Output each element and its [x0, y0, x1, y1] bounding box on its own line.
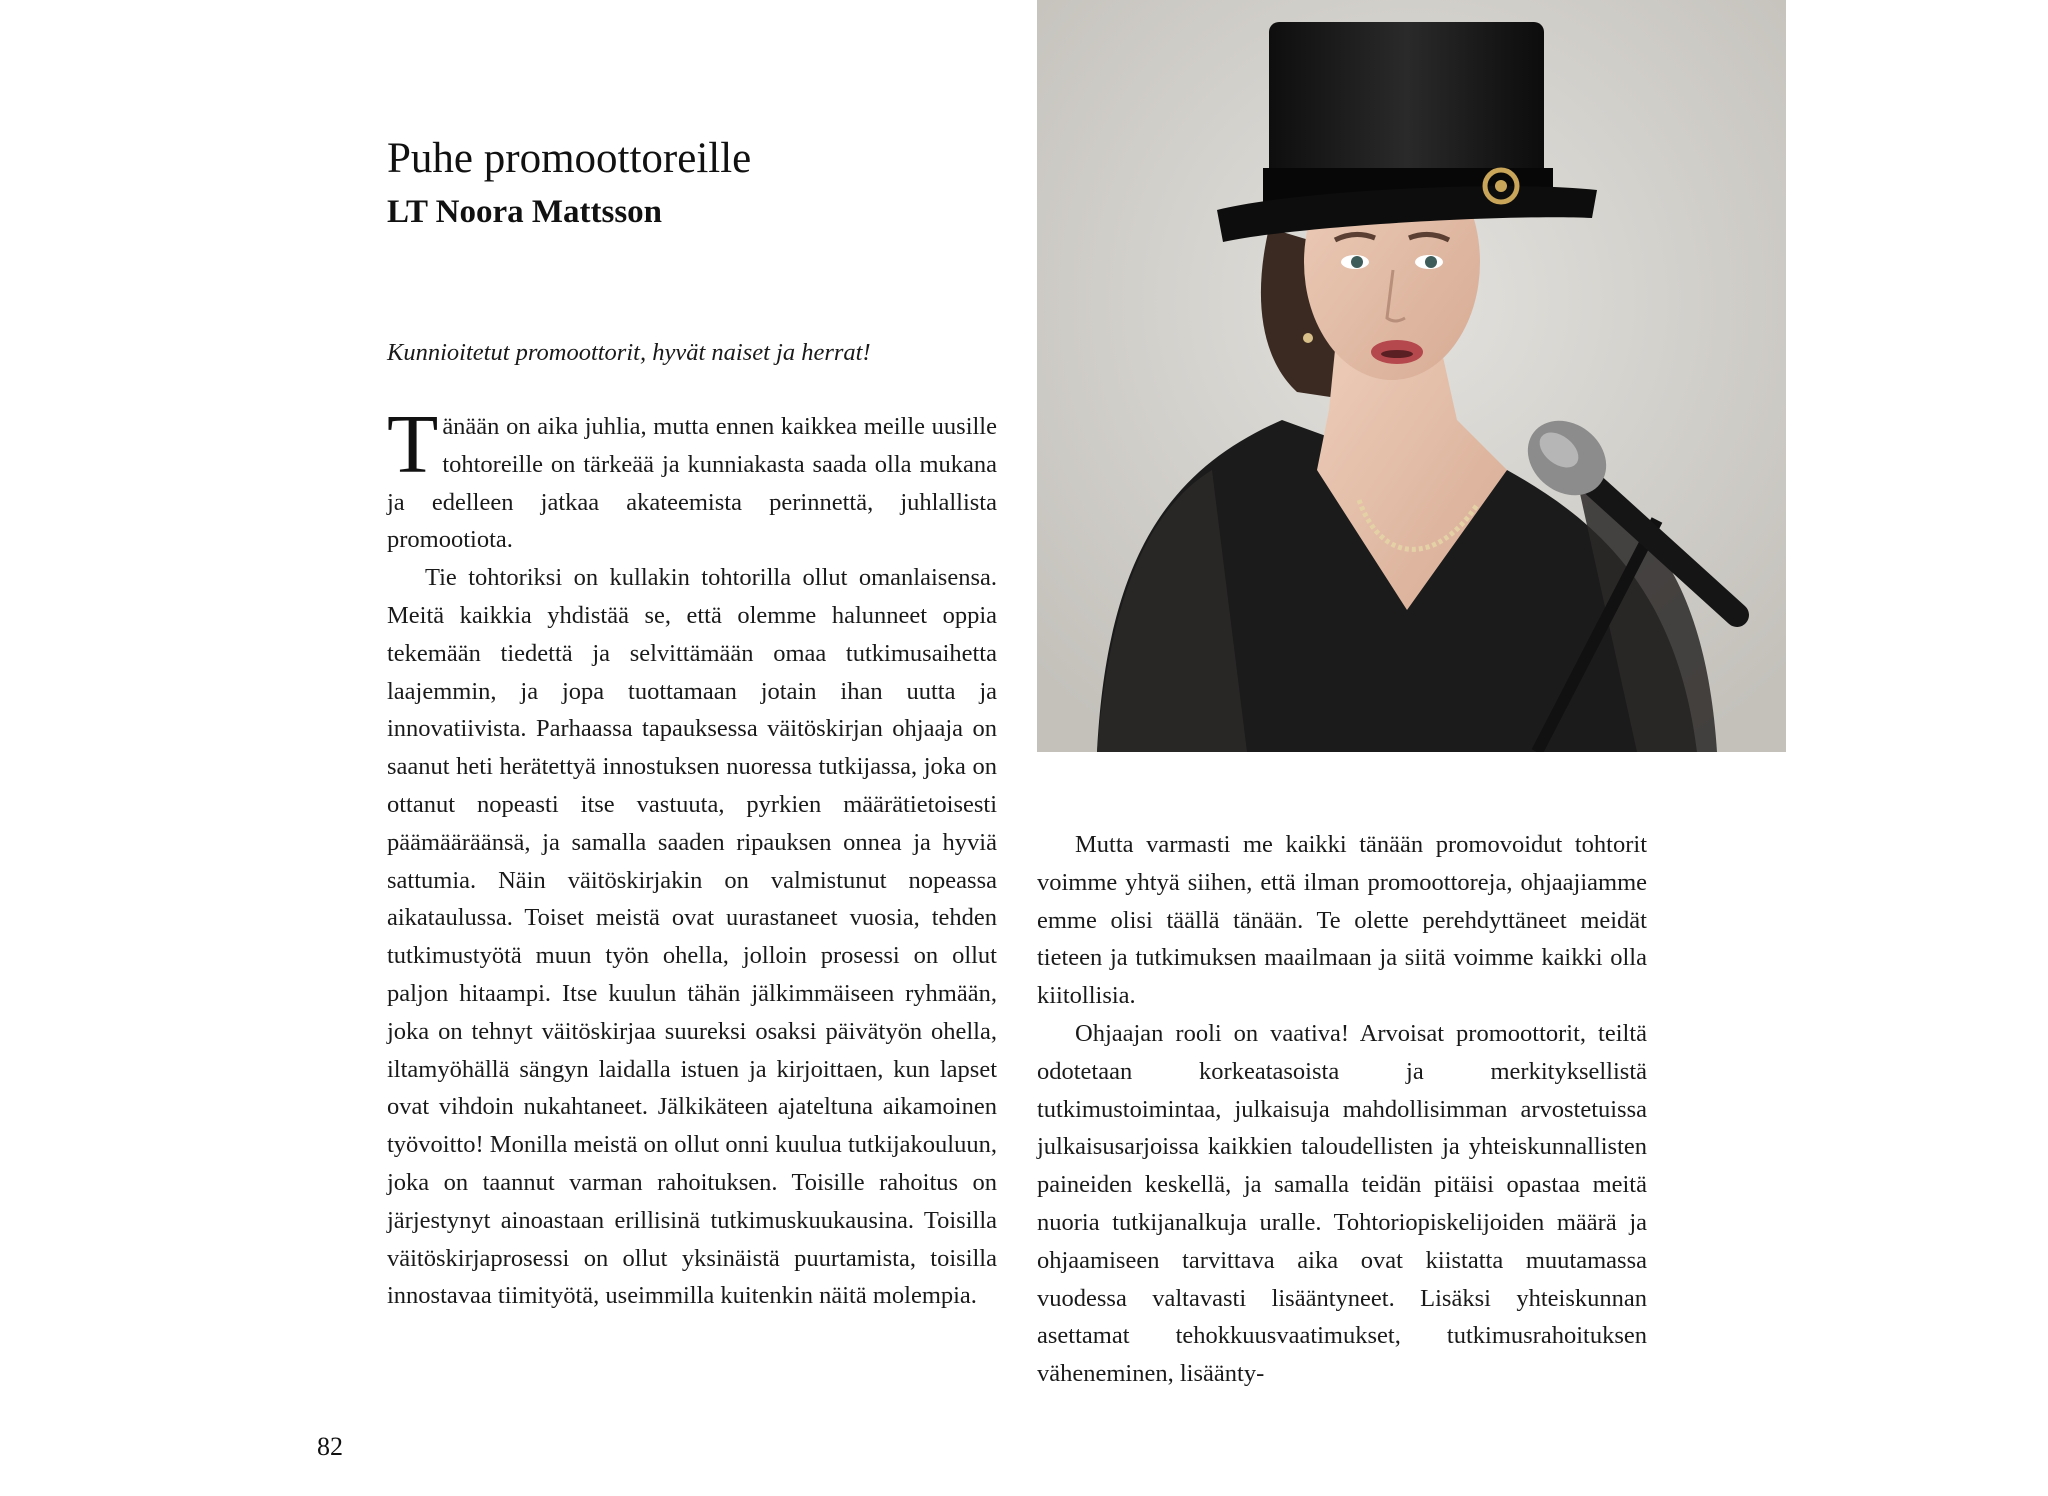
right-iris	[1425, 256, 1437, 268]
drop-cap: T	[387, 398, 439, 491]
first-paragraph-text: änään on aika juhlia, mutta ennen kaikkea meille uusille tohtoreille on tärkeää ja kunniakasta saada olla mukana ja edelleen jatkaa akateemista perinnettä, juhlallista promootiota.	[387, 413, 997, 554]
left-column	[387, 398, 997, 1315]
left-iris	[1351, 256, 1363, 268]
speaker-photo	[1037, 0, 1786, 752]
paragraph: Tie tohtoriksi on kullakin tohtorilla ollut omanlaisensa. Meitä kaikkia yhdistää se, että olemme halunneet oppia tekemään tiedettä ja selvittämään omaa tutkimusaihetta laajemmin, ja jopa tuottamaan jotain ihan uutta ja innovatiivista. Parhaassa tapauksessa väitöskirjan ohjaaja on saanut heti herätettyä innostuksen nuoressa tutkijassa, joka on ottanut nopeasti itse vastuuta, pyrkien määrätietoisesti päämääräänsä, ja samalla saaden ripauksen onnea ja hyviä sattumia. Näin väitöskirjakin on valmistunut nopeassa aikataulussa. Toiset meistä ovat uurastaneet vuosia, tehden tutkimustyötä muun työn ohella, jolloin prosessi on ollut paljon hitaampi. Itse kuulun tähän jälkimmäiseen ryhmään, joka on tehnyt väitöskirjaa suureksi osaksi päivätyön ohella, iltamyöhällä sängyn laidalla istuen ja kirjoittaen, kun lapset ovat vihdoin nukahtaneet. Jälkikäteen ajateltuna aikamoinen työvoitto! Monilla meistä on ollut onni kuulua tutkijakouluun, joka on taannut varman rahoituksen. Toisille rahoitus on järjestynyt ainoastaan erillisinä tutkimuskuukausina. Toisilla väitöskirjaprosessi on ollut yksinäistä puurtamista, toisilla innostavaa tiimityötä, useimmilla kuitenkin näitä molempia.	[387, 564, 997, 1310]
mouth-open	[1381, 350, 1413, 358]
right-column	[1037, 826, 1647, 1393]
hat-insignia-center	[1495, 180, 1507, 192]
first-paragraph	[387, 398, 997, 559]
page-number: 82	[317, 1432, 343, 1461]
article-title: Puhe promoottoreille	[387, 135, 752, 182]
earring	[1303, 333, 1313, 343]
salutation: Kunnioitetut promoottorit, hyvät naiset ja herrat!	[387, 339, 871, 366]
paragraph: Ohjaajan rooli on vaativa! Arvoisat promoottorit, teiltä odotetaan korkeatasoista ja merkityksellistä tutkimustoimintaa, julkaisuja mahdollisimman arvostetuissa julkaisusarjoissa kaikkien taloudellisten ja yhteiskunnallisten paineiden keskellä, ja samalla teidän pitäisi opastaa meitä nuoria tutkijanalkuja uralle. Tohtoriopiskelijoiden määrä ja ohjaamiseen tarvittava aika ovat kiistatta muutamassa vuodessa valtavasti lisääntyneet. Lisäksi yhteiskunnan asettamat tehokkuusvaatimukset, tutkimusrahoituksen väheneminen, lisäänty-	[1037, 1019, 1647, 1388]
article-author: LT Noora Mattsson	[387, 194, 663, 230]
paragraph: Mutta varmasti me kaikki tänään promovoidut tohtorit voimme yhtyä siihen, että ilman promoottoreja, ohjaajiamme emme olisi täällä tänään. Te olette perehdyttäneet meidät tieteen ja tutkimuksen maailmaan ja siitä voimme kaikki olla kiitollisia.	[1037, 831, 1647, 1010]
